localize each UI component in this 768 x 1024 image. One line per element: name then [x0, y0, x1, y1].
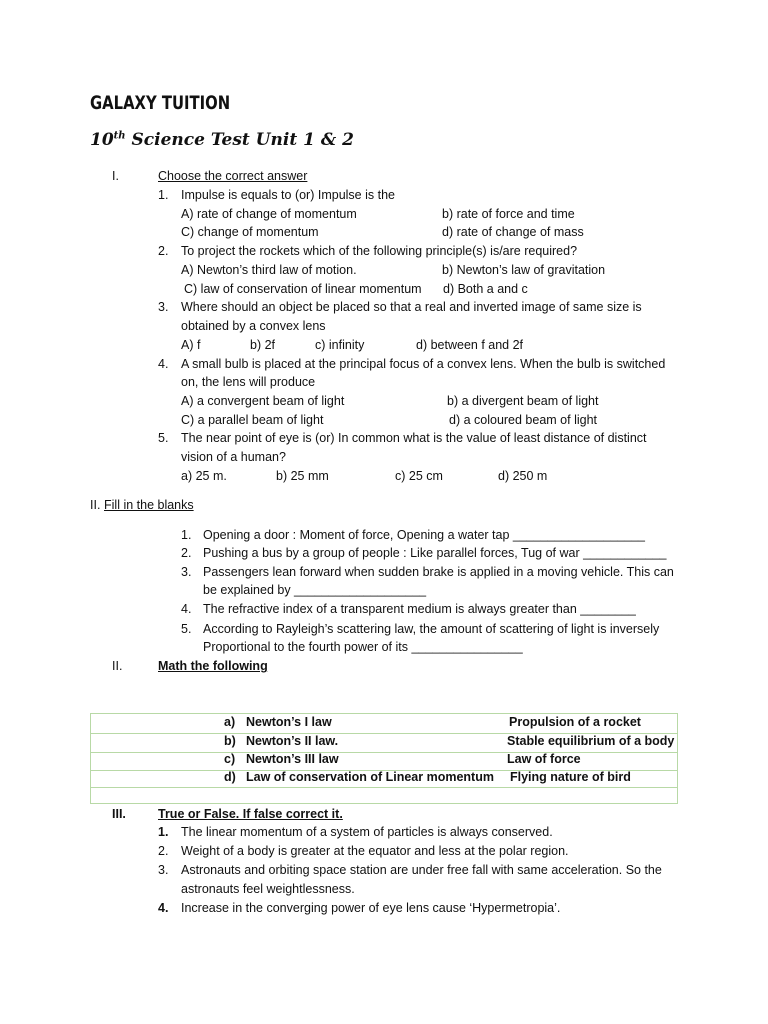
q2-text: To project the rockets which of the following principle(s) is/are required? — [181, 244, 578, 258]
document-title: GALAXY TUITION — [90, 92, 231, 114]
match-letter: c) — [224, 752, 236, 766]
q5-option-c: c) 25 cm — [395, 469, 443, 483]
section-3-number: II. — [112, 659, 123, 673]
fill-3-text-line1: Passengers lean forward when sudden brake is applied in a moving vehicle. This can — [203, 565, 674, 579]
tf-1-text: The linear momentum of a system of particles is always conserved. — [181, 825, 553, 839]
q5-text-line2: vision of a human? — [181, 450, 286, 464]
fill-1-number: 1. — [181, 528, 192, 542]
q4-text-line2: on, the lens will produce — [181, 375, 316, 389]
match-right: Propulsion of a rocket — [509, 715, 641, 729]
fill-5-number: 5. — [181, 622, 192, 636]
match-right: Law of force — [507, 752, 581, 766]
q1-option-c: C) change of momentum — [181, 225, 319, 239]
section-1-heading: Choose the correct answer — [158, 169, 308, 183]
q3-option-c: c) infinity — [315, 338, 365, 352]
section-2-number: II. — [90, 498, 101, 512]
q5-number: 5. — [158, 431, 169, 445]
section-2-heading: Fill in the blanks — [104, 498, 194, 512]
fill-4-text: The refractive index of a transparent medium is always greater than ________ — [203, 602, 636, 616]
tf-4-number: 4. — [158, 901, 169, 915]
tf-2-text: Weight of a body is greater at the equator and less at the polar region. — [181, 844, 569, 858]
match-left: Newton’s II law. — [246, 734, 339, 748]
q1-option-a: A) rate of change of momentum — [181, 207, 357, 221]
fill-4-number: 4. — [181, 602, 192, 616]
q2-option-d: d) Both a and c — [443, 282, 528, 296]
section-4-number: III. — [112, 807, 126, 821]
fill-5-text-line1: According to Rayleigh’s scattering law, the amount of scattering of light is inversely — [203, 622, 660, 636]
q1-option-b: b) rate of force and time — [442, 207, 575, 221]
match-left: Newton’s I law — [246, 715, 332, 729]
q5-text-line1: The near point of eye is (or) In common what is the value of least distance of distinct — [181, 431, 647, 445]
match-left: Law of conservation of Linear momentum — [246, 770, 494, 784]
q1-number: 1. — [158, 188, 169, 202]
q3-text-line2: obtained by a convex lens — [181, 319, 326, 333]
subtitle-number: 10 — [90, 130, 114, 150]
q5-option-b: b) 25 mm — [276, 469, 329, 483]
subtitle-text: Science Test Unit 1 & 2 — [125, 130, 354, 150]
test-subtitle — [90, 130, 354, 150]
section-4-heading: True or False. If false correct it. — [158, 807, 343, 821]
q2-option-c: C) law of conservation of linear momentum — [184, 282, 422, 296]
q2-option-b: b) Newton’s law of gravitation — [442, 263, 606, 277]
q3-number: 3. — [158, 300, 169, 314]
section-3-heading: Math the following — [158, 659, 268, 673]
match-letter: d) — [224, 770, 236, 784]
match-right: Stable equilibrium of a body — [507, 734, 675, 748]
q1-option-d: d) rate of change of mass — [442, 225, 584, 239]
q4-option-b: b) a divergent beam of light — [447, 394, 599, 408]
match-right: Flying nature of bird — [510, 770, 631, 784]
q3-option-d: d) between f and 2f — [416, 338, 524, 352]
match-left: Newton’s III law — [246, 752, 339, 766]
subtitle-superscript: th — [113, 130, 126, 142]
q3-text-line1: Where should an object be placed so that a real and inverted image of same size is — [181, 300, 642, 314]
table-row-divider — [91, 787, 677, 788]
fill-2-text: Pushing a bus by a group of people : Like parallel forces, Tug of war ____________ — [203, 546, 667, 560]
table-row-divider — [91, 752, 677, 753]
tf-3-text-line2: astronauts feel weightlessness. — [181, 882, 355, 896]
fill-5-text-line2: Proportional to the fourth power of its ________________ — [203, 640, 523, 654]
q4-number: 4. — [158, 357, 169, 371]
q4-option-a: A) a convergent beam of light — [181, 394, 345, 408]
q3-option-a: A) f — [181, 338, 201, 352]
tf-3-text-line1: Astronauts and orbiting space station are under free fall with same acceleration. So the — [181, 863, 662, 877]
q4-text-line1: A small bulb is placed at the principal focus of a convex lens. When the bulb is switched — [181, 357, 666, 371]
q1-text: Impulse is equals to (or) Impulse is the — [181, 188, 395, 202]
q5-option-a: a) 25 m. — [181, 469, 227, 483]
q5-option-d: d) 250 m — [498, 469, 548, 483]
q2-number: 2. — [158, 244, 169, 258]
tf-2-number: 2. — [158, 844, 169, 858]
fill-2-number: 2. — [181, 546, 192, 560]
q4-option-c: C) a parallel beam of light — [181, 413, 324, 427]
section-1-number: I. — [112, 169, 119, 183]
q2-option-a: A) Newton’s third law of motion. — [181, 263, 357, 277]
fill-3-text-line2: be explained by ___________________ — [203, 583, 427, 597]
match-letter: b) — [224, 734, 236, 748]
tf-1-number: 1. — [158, 825, 169, 839]
fill-1-text: Opening a door : Moment of force, Opening a water tap ___________________ — [203, 528, 645, 542]
match-table — [90, 713, 678, 804]
fill-3-number: 3. — [181, 565, 192, 579]
tf-4-text: Increase in the converging power of eye lens cause ‘Hypermetropia’. — [181, 901, 561, 915]
q4-option-d: d) a coloured beam of light — [449, 413, 598, 427]
q3-option-b: b) 2f — [250, 338, 276, 352]
tf-3-number: 3. — [158, 863, 169, 877]
match-letter: a) — [224, 715, 236, 729]
